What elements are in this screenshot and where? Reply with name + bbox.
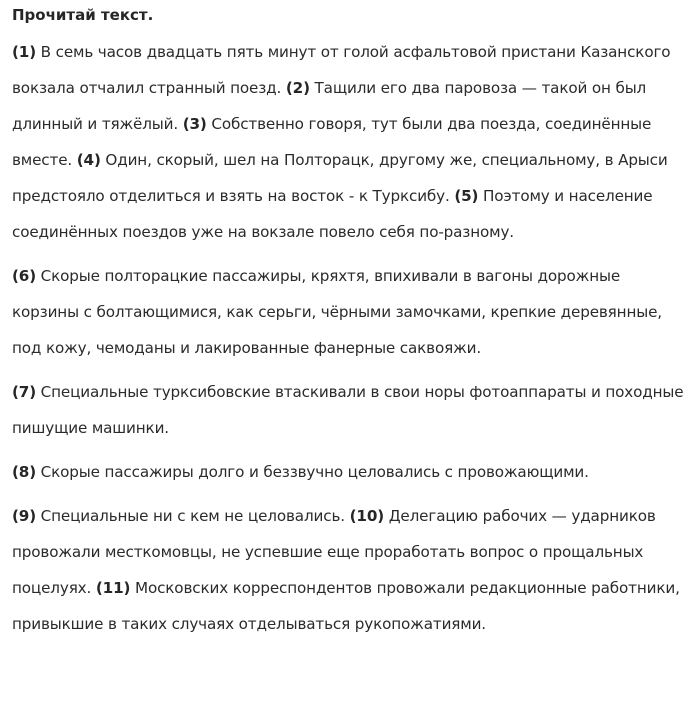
paragraph bbox=[12, 454, 688, 490]
sentence-number: (9) bbox=[12, 507, 36, 525]
sentence-number: (3) bbox=[182, 115, 207, 133]
sentence-text: Тащили его два паровоза — такой он был длинный и тяжёлый. bbox=[12, 79, 647, 133]
sentence-text: Делегацию рабочих — ударников провожали месткомовцы, не успевшие еще проработать вопрос о прощальных поцелуях. bbox=[12, 507, 656, 597]
paragraph bbox=[12, 34, 688, 250]
sentence-text: Специальные турксибовские втаскивали в свои норы фотоаппараты и походные пишущие машинки. bbox=[12, 383, 684, 437]
text-body bbox=[12, 34, 688, 642]
sentence-number: (5) bbox=[454, 187, 479, 205]
sentence-number: (10) bbox=[349, 507, 385, 525]
sentence-number: (2) bbox=[285, 79, 310, 97]
sentence-number: (1) bbox=[12, 43, 36, 61]
sentence-text: Собственно говоря, тут были два поезда, соединённые вместе. bbox=[12, 115, 652, 169]
sentence-number: (7) bbox=[12, 383, 36, 401]
paragraph bbox=[12, 374, 688, 446]
sentence-text: Скорые полторацкие пассажиры, кряхтя, впихивали в вагоны дорожные корзины с болтающимися, как серьги, чёрными замочками, крепкие деревянные, под кожу, чемоданы и лакированные фанерные саквояжи. bbox=[12, 267, 662, 357]
sentence-number: (8) bbox=[12, 463, 36, 481]
task-title: Прочитай текст. bbox=[12, 6, 154, 24]
paragraph bbox=[12, 498, 688, 642]
sentence-text: Скорые пассажиры долго и беззвучно целовались с провожающими. bbox=[36, 463, 589, 481]
sentence-text: Московских корреспондентов провожали редакционные работники, привыкшие в таких случаях отделываться рукопожатиями. bbox=[12, 579, 680, 633]
sentence-text: Один, скорый, шел на Полторацк, другому же, специальному, в Арыси предстояло отделиться и взять на восток - к Турксибу. bbox=[12, 151, 668, 205]
sentence-text: Поэтому и население соединённых поездов уже на вокзале повело себя по-разному. bbox=[12, 187, 653, 241]
sentence-text: В семь часов двадцать пять минут от голой асфальтовой пристани Казанского вокзала отчалил странный поезд. bbox=[12, 43, 671, 97]
sentence-number: (6) bbox=[12, 267, 36, 285]
sentence-number: (4) bbox=[76, 151, 101, 169]
sentence-text: Специальные ни с кем не целовались. bbox=[36, 507, 350, 525]
sentence-number: (11) bbox=[95, 579, 131, 597]
paragraph bbox=[12, 258, 688, 366]
